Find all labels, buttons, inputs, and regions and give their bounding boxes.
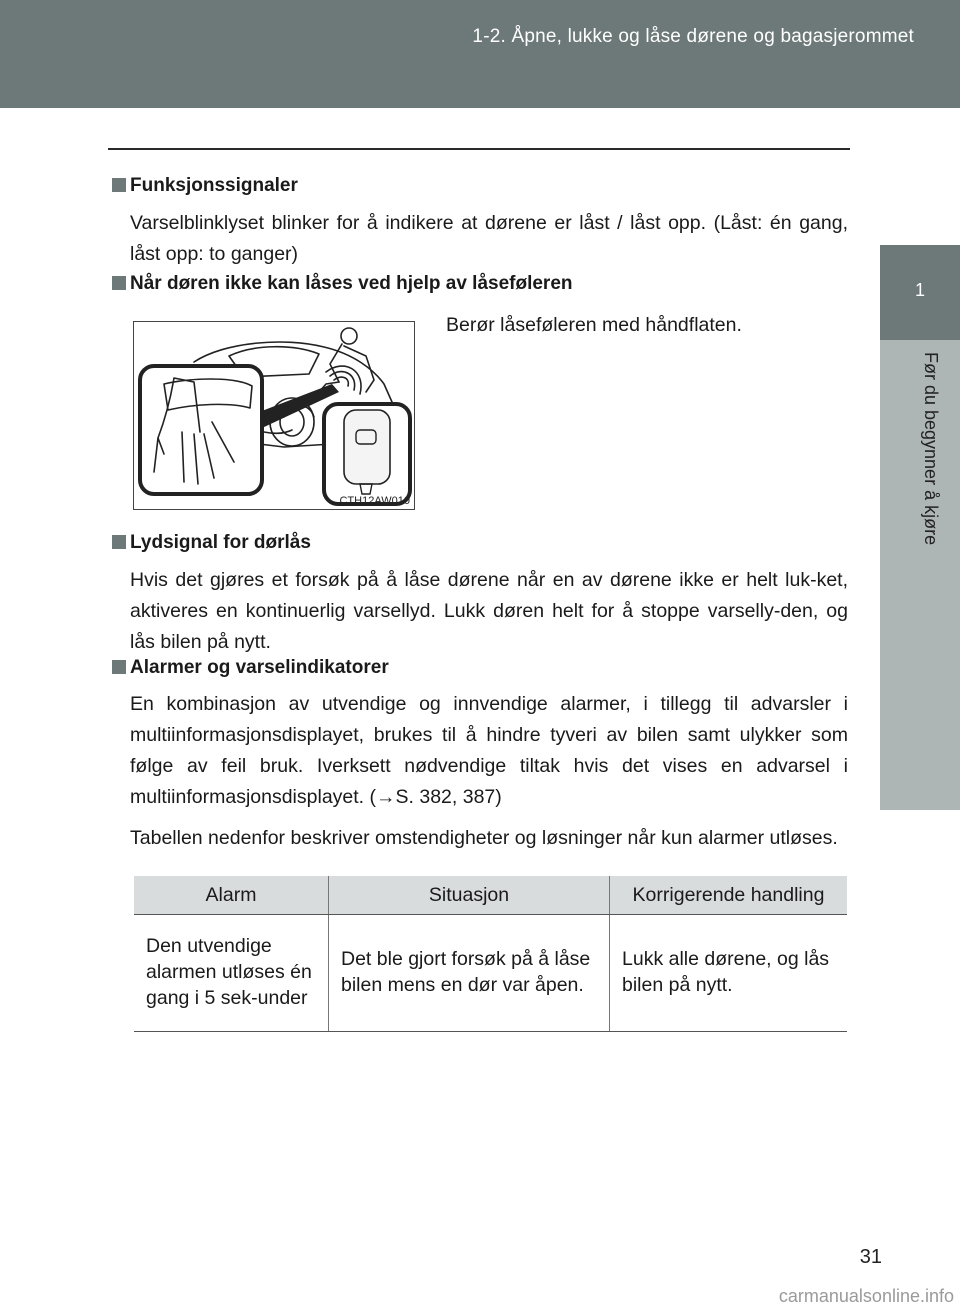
section-heading: Alarmer og varselindikatorer (112, 656, 848, 680)
alarm-table (134, 876, 847, 1032)
section-lasefoler (112, 272, 848, 296)
bullet-square-icon (112, 276, 126, 290)
section-text-2: Tabellen nedenfor beskriver omstendigheter og løsninger når kun alarmer utløses. (130, 827, 838, 849)
illustration-hand-on-lock-sensor (133, 321, 415, 510)
footer-watermark: carmanualsonline.info (778, 1286, 954, 1306)
table-cell-handling: Lukk alle dørene, og lås bilen på nytt. (610, 915, 848, 1032)
section-text: Hvis det gjøres et forsøk på å låse dørene når en av dørene ikke er helt luk-ket, aktiveres en kontinuerlig varsellyd. Lukk døren helt for å stoppe varselly-den, og lås bilen på nytt. (130, 569, 848, 653)
column-header-situasjon: Situasjon (329, 876, 610, 915)
bullet-square-icon (112, 535, 126, 549)
table-cell-alarm: Den utvendige alarmen utløses én gang i 5 sek-under (134, 915, 329, 1032)
section-heading: Når døren ikke kan låses ved hjelp av låseføleren (112, 272, 848, 296)
section-heading: Funksjonssignaler (112, 174, 848, 198)
section-lydsignal (112, 531, 848, 658)
chapter-title: Før du begynner å kjøre (921, 352, 941, 546)
table-row (134, 915, 847, 1032)
section-text: Varselblinklyset blinker for å indikere at dørene er låst / låst opp. (Låst: én gang, låst opp: to ganger) (130, 212, 848, 265)
figure-caption: Berør låseføleren med håndflaten. (446, 314, 742, 336)
header-bar (0, 0, 960, 108)
section-heading: Lydsignal for dørlås (112, 531, 848, 555)
section-alarmer (112, 656, 848, 854)
hand-touching-door-sensor-illustration (134, 322, 413, 508)
column-header-korrigerende: Korrigerende handling (610, 876, 848, 915)
bullet-square-icon (112, 178, 126, 192)
section-text: En kombinasjon av utvendige og innvendige alarmer, i tillegg til advarsler i multiinformasjonsdisplayet, brukes til å hindre tyveri av bilen samt ulykker som følge av feil bruk. Iverksett nødvendige tiltak hvis det vises en advarsel i multiinformasjonsdisplayet. (→S. 382, 387) (130, 693, 848, 808)
figure-code: CTH12AW010 (339, 495, 410, 507)
bullet-square-icon (112, 660, 126, 674)
column-header-alarm: Alarm (134, 876, 329, 915)
chapter-number: 1 (914, 280, 925, 300)
arrow-right-icon: → (376, 786, 396, 808)
table-cell-situasjon: Det ble gjort forsøk på å låse bilen mens en dør var åpen. (329, 915, 610, 1032)
page-number: 31 (859, 1246, 882, 1268)
top-divider (108, 148, 850, 150)
table-header-row (134, 876, 847, 915)
section-funksjonssignaler (112, 174, 848, 270)
page-reference: S. 382, 387) (395, 786, 502, 808)
header-title: 1-2. Åpne, lukke og låse dørene og bagasjerommet (472, 26, 914, 47)
